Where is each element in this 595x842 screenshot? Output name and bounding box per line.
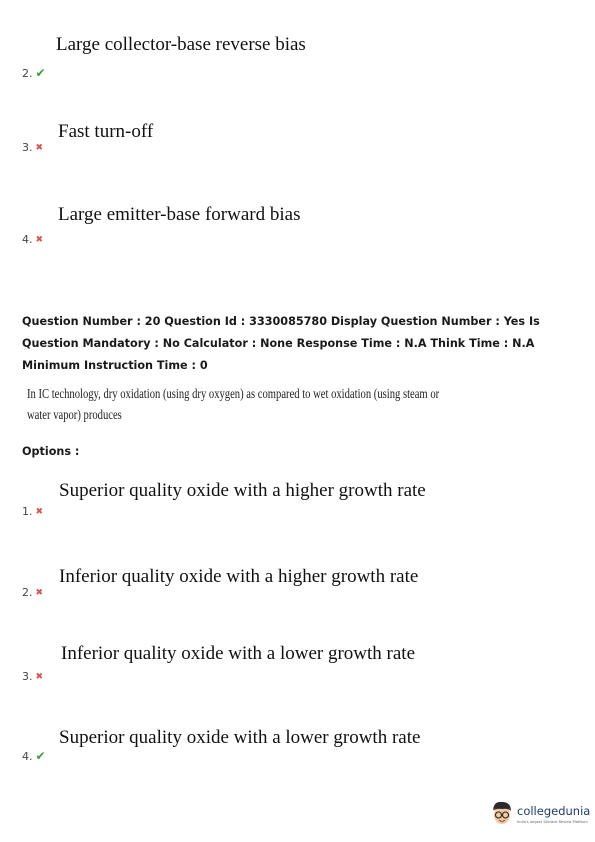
prev-option-4-num: 4. [22, 233, 33, 246]
question-metadata: Question Number : 20 Question Id : 3330085780 Display Question Number : Yes Is Question Mandatory : No Calculator : None Response Time : N.A Think Time : N.A Minimum Instruction Time : 0 [22, 315, 540, 372]
check-icon: ✔ [35, 66, 46, 80]
cross-icon: ✖ [35, 588, 44, 598]
option-3-num: 3. [22, 670, 33, 683]
mascot-icon [490, 800, 514, 828]
cross-icon: ✖ [35, 672, 44, 682]
prev-option-3-number [22, 141, 43, 154]
prev-option-3-text: Large emitter-base forward bias [58, 204, 301, 225]
option-1-text: Superior quality oxide with a higher growth rate [59, 480, 426, 501]
option-2-text: Inferior quality oxide with a higher growth rate [59, 566, 419, 587]
option-4-text: Superior quality oxide with a lower growth rate [59, 727, 421, 748]
prev-option-2-text: Fast turn-off [58, 121, 154, 142]
option-4-num: 4. [22, 750, 33, 763]
option-4-number [22, 749, 46, 763]
prev-option-1-text: Large collector-base reverse bias [56, 34, 306, 55]
option-2-number [22, 586, 43, 599]
logo-wordmark: collegedunia [517, 804, 591, 818]
option-3-number [22, 670, 43, 683]
prev-option-2-number [22, 66, 46, 80]
cross-icon: ✖ [35, 143, 44, 153]
prev-option-2-num: 2. [22, 67, 33, 80]
prev-option-4-number [22, 233, 43, 246]
option-3-text: Inferior quality oxide with a lower growth rate [61, 643, 416, 664]
option-1-num: 1. [22, 505, 33, 518]
question-text: In IC technology, dry oxidation (using dry oxygen) as compared to wet oxidation (using steam or water vapor) produces [27, 386, 440, 422]
prev-option-3-num: 3. [22, 141, 33, 154]
cross-icon: ✖ [35, 235, 44, 245]
logo-tagline: India's largest Student Review Platform [517, 820, 588, 824]
option-2-num: 2. [22, 586, 33, 599]
cross-icon: ✖ [35, 507, 44, 517]
collegedunia-logo [490, 798, 590, 832]
check-icon: ✔ [35, 749, 46, 763]
options-label: Options : [22, 445, 80, 458]
option-1-number [22, 505, 43, 518]
